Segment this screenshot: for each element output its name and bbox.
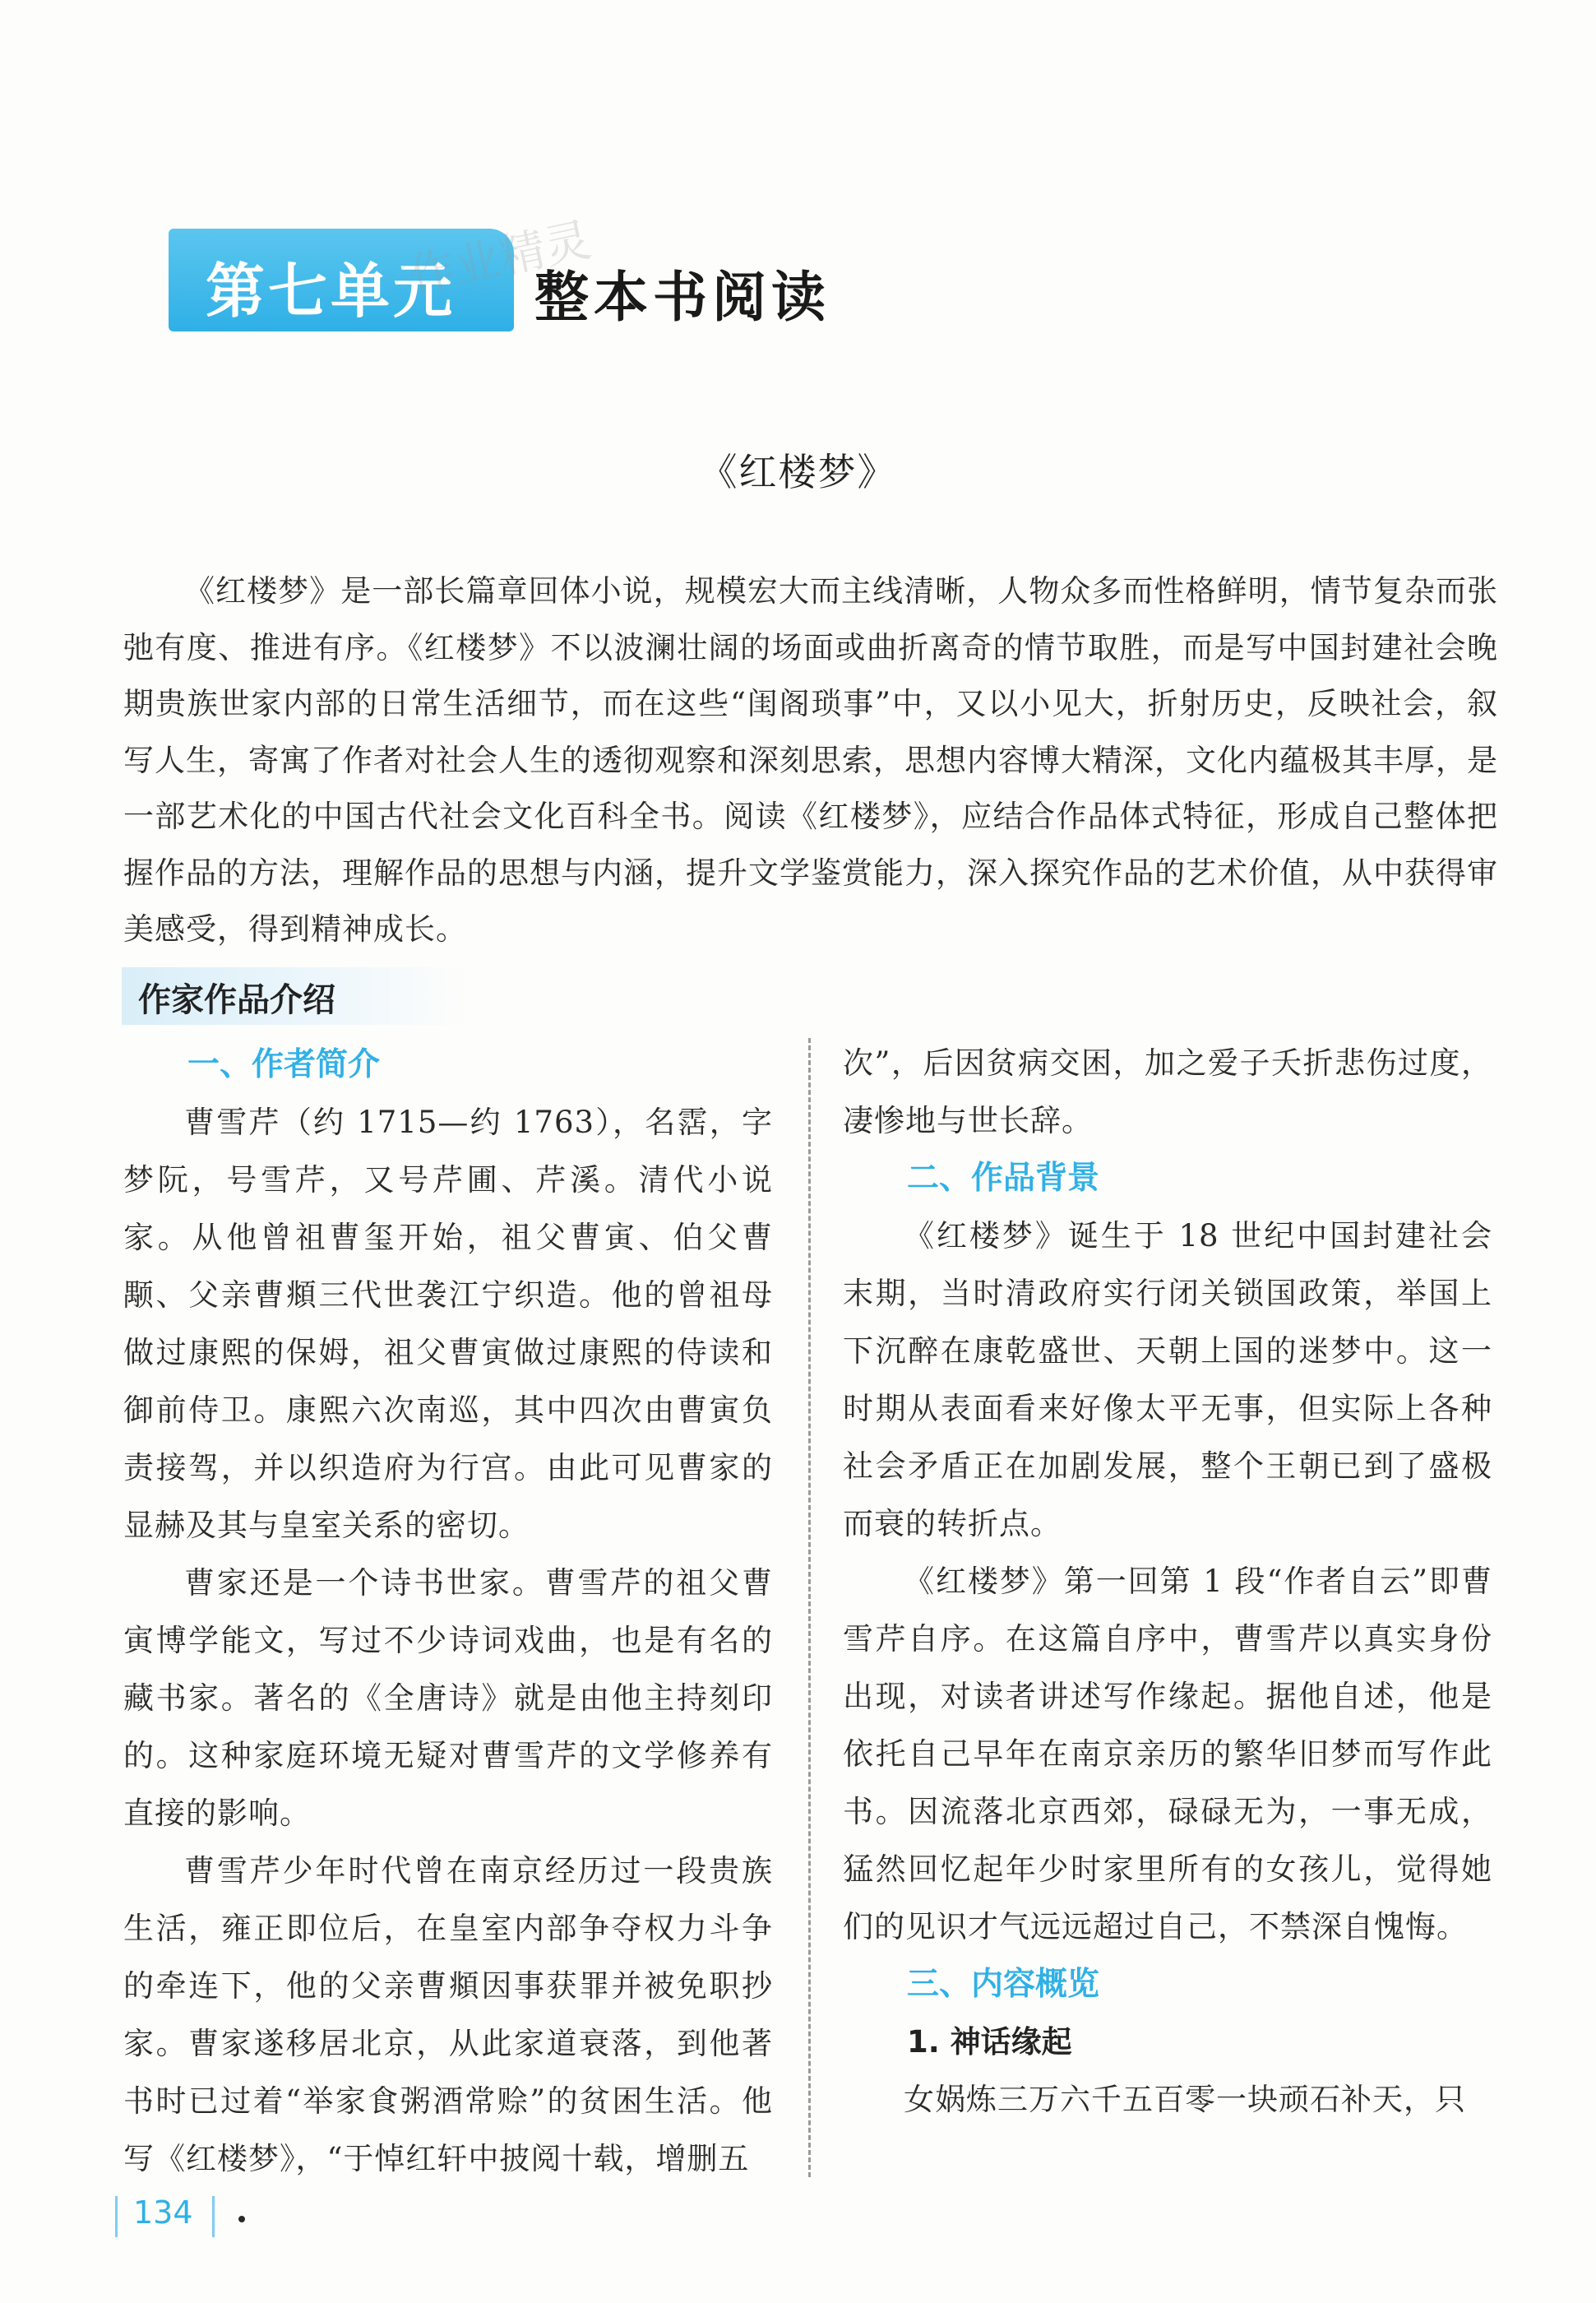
background-paragraph-2: 《红楼梦》第一回第 1 段“作者自云”即曹雪芹自序。在这篇自序中，曹雪芹以真实身份出现，对读者讲述写作缘起。据他自述，他是依托自己早年在南京亲历的繁华旧梦而写作此书。因流落北京西郊，碌碌无为，一事无成，猛然回忆起年少时家里所有的女孩儿，觉得她们的见识才气远远超过自己，不禁深自愧悔。 xyxy=(843,1564,1492,1944)
background-heading: 二、作品背景 xyxy=(907,1160,1100,1197)
watermark: 作业精灵 xyxy=(404,213,596,304)
footer-bar-right xyxy=(212,2196,215,2237)
section-heading-text: 作家作品介绍 xyxy=(138,981,335,1019)
myth-heading: 1. 神话缘起 xyxy=(907,2024,1072,2060)
overview-heading: 三、内容概览 xyxy=(907,1966,1100,2003)
page-footer xyxy=(115,2188,362,2245)
book-title: 《红楼梦》 xyxy=(699,450,897,494)
left-column xyxy=(123,1036,773,2188)
unit-label: 第七单元 xyxy=(206,257,456,326)
unit-header xyxy=(169,213,909,340)
author-heading: 一、作者简介 xyxy=(187,1046,381,1083)
background-paragraph-1: 《红楼梦》诞生于 18 世纪中国封建社会末期，当时清政府实行闭关锁国政策，举国上下沉醉在康乾盛世、天朝上国的迷梦中。这一时期从表面看来好像太平无事，但实际上各种社会矛盾正在加剧发展，整个王朝已到了盛极而衰的转折点。 xyxy=(843,1218,1492,1541)
author-paragraph-3-continued: 次”，后因贫病交困，加之爱子夭折悲伤过度，凄惨地与世长辞。 xyxy=(843,1045,1492,1138)
page-number: 134 xyxy=(133,2194,193,2231)
unit-title: 整本书阅读 xyxy=(534,265,830,329)
intro-paragraph: 《红楼梦》是一部长篇章回体小说，规模宏大而主线清晰，人物众多而性格鲜明，情节复杂而张弛有度、推进有序。《红楼梦》不以波澜壮阔的场面或曲折离奇的情节取胜，而是写中国封建社会晚期贵族世家内部的日常生活细节，而在这些“闺阁琐事”中，又以小见大，折射历史，反映社会，叙写人生，寄寓了作者对社会人生的透彻观察和深刻思索，思想内容博大精深，文化内蕴极其丰厚，是一部艺术化的中国古代社会文化百科全书。阅读《红楼梦》，应结合作品体式特征，形成自己整体把握作品的方法，理解作品的思想与内涵，提升文学鉴赏能力，深入探究作品的艺术价值，从中获得审美感受，得到精神成长。 xyxy=(123,573,1498,947)
section-heading xyxy=(122,967,467,1025)
author-paragraph-2: 曹家还是一个诗书世家。曹雪芹的祖父曹寅博学能文，写过不少诗词戏曲，也是有名的藏书家。著名的《全唐诗》就是由他主持刻印的。这种家庭环境无疑对曹雪芹的文学修养有直接的影响。 xyxy=(123,1565,773,1831)
author-paragraph-1: 曹雪芹（约 1715—约 1763），名霑，字梦阮，号雪芹，又号芹圃、芹溪。清代小说家。从他曾祖曹玺开始，祖父曹寅、伯父曹颙、父亲曹頫三代世袭江宁织造。他的曾祖母做过康熙的保姆，祖父曹寅做过康熙的侍读和御前侍卫。康熙六次南巡，其中四次由曹寅负责接驾，并以织造府为行宫。由此可见曹家的显赫及其与皇室关系的密切。 xyxy=(123,1105,773,1543)
right-column xyxy=(843,1035,1492,2129)
footer-dot xyxy=(238,2216,245,2222)
column-divider xyxy=(808,1038,811,2177)
author-paragraph-3: 曹雪芹少年时代曾在南京经历过一段贵族生活，雍正即位后，在皇室内部争夺权力斗争的牵连下，他的父亲曹頫因事获罪并被免职抄家。曹家遂移居北京，从此家道衰落，到他著书时已过着“举家食粥酒常赊”的贫困生活。他写《红楼梦》，“于悼红轩中披阅十载，增删五 xyxy=(123,1853,773,2176)
myth-paragraph: 女娲炼三万六千五百零一块顽石补天，只 xyxy=(904,2082,1466,2117)
footer-bar-left xyxy=(115,2196,118,2237)
